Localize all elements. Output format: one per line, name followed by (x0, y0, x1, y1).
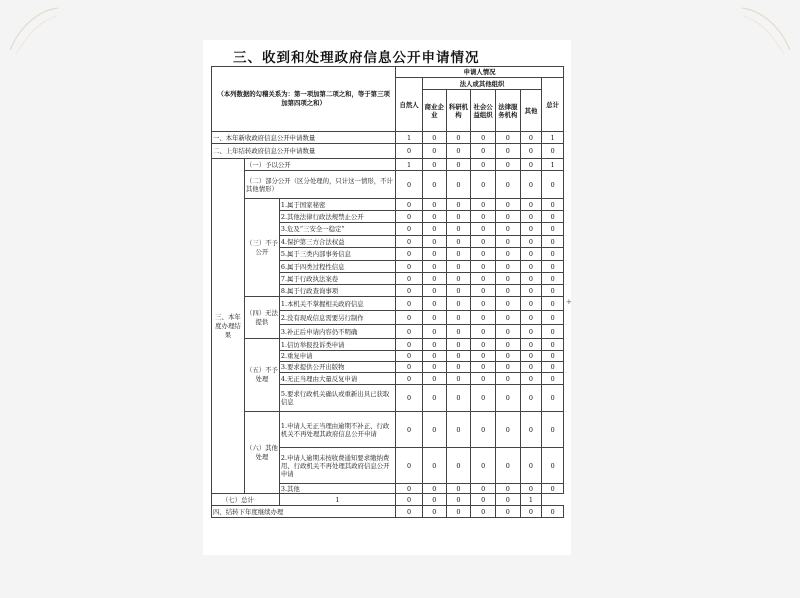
value-cell: 0 (520, 506, 542, 518)
value-cell: 0 (422, 325, 446, 339)
value-cell: 0 (446, 132, 471, 144)
header-note: （本列数据的勾稽关系为：第一项加第二项之和，等于第三项加第四项之和） (212, 67, 396, 132)
value-cell: 0 (446, 448, 471, 484)
value-cell: 0 (422, 236, 446, 248)
value-cell: 0 (542, 261, 564, 273)
group-3-label: （三）不予公开 (244, 199, 279, 297)
value-cell: 0 (396, 506, 423, 518)
value-cell: 0 (422, 211, 446, 223)
value-cell: 0 (422, 412, 446, 448)
value-cell: 0 (422, 351, 446, 362)
group-5-label: （五）不予处理 (244, 339, 279, 412)
value-cell: 0 (542, 171, 564, 199)
value-cell: 0 (520, 311, 542, 325)
value-cell: 0 (396, 362, 423, 373)
table-row (212, 506, 564, 518)
col-header-6: 总计 (542, 78, 564, 132)
value-cell: 0 (520, 412, 542, 448)
value-cell: 0 (520, 132, 542, 144)
value-cell: 0 (396, 385, 423, 412)
value-cell: 0 (495, 285, 520, 297)
value-cell: 0 (495, 325, 520, 339)
row-label: 3.危及“三安全一稳定” (279, 223, 395, 236)
row-label: 3.补正后申请内容仍不明确 (279, 325, 395, 339)
value-cell: 0 (422, 248, 446, 261)
value-cell: 0 (495, 199, 520, 211)
row-label: 1.申请人无正当理由逾期不补正、行政机关不再处理其政府信息公开申请 (279, 412, 395, 448)
value-cell: 0 (495, 159, 520, 171)
value-cell: 0 (446, 211, 471, 223)
value-cell: 0 (422, 448, 446, 484)
value-cell: 0 (396, 373, 423, 385)
value-cell: 0 (495, 373, 520, 385)
value-cell: 0 (471, 351, 496, 362)
value-cell: 0 (495, 412, 520, 448)
value-cell: 0 (471, 236, 496, 248)
value-cell: 0 (471, 339, 496, 351)
value-cell: 0 (471, 171, 496, 199)
value-cell: 0 (396, 171, 423, 199)
value-cell: 0 (542, 373, 564, 385)
row-label: 8.属于行政查询事项 (279, 285, 395, 297)
value-cell: 0 (471, 144, 496, 159)
value-cell: 0 (495, 484, 520, 494)
value-cell: 1 (396, 159, 423, 171)
value-cell: 0 (471, 412, 496, 448)
value-cell: 0 (520, 362, 542, 373)
value-cell: 0 (542, 448, 564, 484)
value-cell: 0 (446, 248, 471, 261)
value-cell: 0 (520, 484, 542, 494)
value-cell: 0 (542, 223, 564, 236)
value-cell: 0 (542, 385, 564, 412)
value-cell: 0 (446, 261, 471, 273)
value-cell: 0 (471, 211, 496, 223)
value-cell: 0 (422, 484, 446, 494)
value-cell: 0 (422, 385, 446, 412)
row-label: 6.属于四类过程性信息 (279, 261, 395, 273)
table-row (212, 144, 564, 159)
value-cell: 0 (471, 273, 496, 285)
value-cell: 0 (446, 236, 471, 248)
value-cell: 0 (520, 325, 542, 339)
value-cell: 0 (422, 506, 446, 518)
value-cell: 0 (446, 199, 471, 211)
value-cell: 0 (422, 285, 446, 297)
group-4-label: （四）无法提供 (244, 297, 279, 339)
value-cell: 0 (520, 248, 542, 261)
page-edge-marker: + (566, 298, 572, 306)
row-label: 2.申请人逾期未按收费通知要求缴纳费用、行政机关不再处理其政府信息公开申请 (279, 448, 395, 484)
row-label: 一、本年新收政府信息公开申请数量 (212, 132, 396, 144)
value-cell: 0 (446, 339, 471, 351)
value-cell: 0 (471, 248, 496, 261)
value-cell: 0 (422, 144, 446, 159)
value-cell: 0 (520, 261, 542, 273)
table-row (212, 199, 564, 211)
value-cell: 0 (446, 171, 471, 199)
value-cell: 0 (422, 223, 446, 236)
row-label: 3.要求提供公开出版物 (279, 362, 395, 373)
value-cell: 0 (495, 339, 520, 351)
value-cell: 0 (396, 325, 423, 339)
table-row (212, 132, 564, 144)
value-cell: 0 (520, 236, 542, 248)
row-label: （一）予以公开 (244, 159, 395, 171)
value-cell: 0 (396, 351, 423, 362)
col-header-1: 商业企业 (422, 90, 446, 132)
value-cell: 0 (520, 223, 542, 236)
value-cell: 0 (471, 223, 496, 236)
value-cell: 0 (422, 273, 446, 285)
value-cell: 0 (446, 144, 471, 159)
value-cell: 1 (542, 159, 564, 171)
value-cell: 0 (542, 506, 564, 518)
value-cell: 0 (471, 448, 496, 484)
value-cell: 0 (422, 171, 446, 199)
col-header-2: 科研机构 (446, 90, 471, 132)
value-cell: 0 (471, 325, 496, 339)
row-label: 二、上年结转政府信息公开申请数量 (212, 144, 396, 159)
row-label: 4.保护第三方合法权益 (279, 236, 395, 248)
value-cell: 0 (495, 261, 520, 273)
table-row (212, 171, 564, 199)
col-header-4: 法律服务机构 (495, 90, 520, 132)
value-cell: 0 (471, 199, 496, 211)
header-legal-group: 法人或其他组织 (422, 78, 541, 90)
value-cell: 0 (471, 506, 496, 518)
value-cell: 0 (471, 261, 496, 273)
value-cell: 0 (446, 311, 471, 325)
value-cell: 0 (471, 132, 496, 144)
row-label: （七）总计 (212, 494, 280, 506)
value-cell: 0 (542, 325, 564, 339)
table-row (212, 159, 564, 171)
value-cell: 0 (422, 159, 446, 171)
page-title: 三、收到和处理政府信息公开申请情况 (233, 50, 480, 66)
value-cell: 0 (446, 373, 471, 385)
value-cell: 0 (542, 362, 564, 373)
value-cell: 0 (396, 223, 423, 236)
group-6-label: （六）其他处理 (244, 412, 279, 494)
value-cell: 0 (495, 494, 520, 506)
col-header-3: 社会公益组织 (471, 90, 496, 132)
value-cell: 0 (542, 297, 564, 311)
value-cell: 0 (471, 311, 496, 325)
value-cell: 1 (396, 132, 423, 144)
value-cell: 0 (422, 132, 446, 144)
value-cell: 0 (520, 385, 542, 412)
value-cell: 0 (446, 223, 471, 236)
row-label: （二）部分公开（区分处理的，只计这一情形，不计其他情形） (244, 171, 395, 199)
section-3-label: 三、本年度办理结果 (212, 159, 245, 494)
value-cell: 0 (495, 273, 520, 285)
value-cell: 0 (396, 285, 423, 297)
value-cell: 0 (471, 362, 496, 373)
row-label: 1.属于国家秘密 (279, 199, 395, 211)
value-cell: 0 (446, 297, 471, 311)
value-cell: 0 (520, 171, 542, 199)
value-cell: 0 (446, 351, 471, 362)
value-cell: 0 (520, 211, 542, 223)
value-cell: 0 (446, 159, 471, 171)
value-cell: 0 (471, 385, 496, 412)
table-row (212, 494, 564, 506)
value-cell: 0 (422, 494, 446, 506)
value-cell: 0 (446, 506, 471, 518)
value-cell: 0 (542, 285, 564, 297)
row-label: 3.其他 (279, 484, 395, 494)
value-cell: 0 (422, 311, 446, 325)
value-cell: 0 (542, 311, 564, 325)
value-cell: 0 (471, 373, 496, 385)
value-cell: 0 (396, 484, 423, 494)
value-cell: 0 (542, 339, 564, 351)
value-cell: 0 (520, 339, 542, 351)
value-cell: 0 (396, 211, 423, 223)
value-cell: 0 (396, 144, 423, 159)
value-cell: 0 (396, 273, 423, 285)
corner-swoosh-right-decoration (740, 0, 800, 60)
value-cell: 0 (396, 448, 423, 484)
value-cell: 0 (446, 494, 471, 506)
value-cell: 0 (542, 484, 564, 494)
value-cell: 0 (542, 236, 564, 248)
value-cell: 0 (542, 412, 564, 448)
row-label: 2.重复申请 (279, 351, 395, 362)
value-cell: 0 (495, 351, 520, 362)
value-cell: 0 (542, 199, 564, 211)
value-cell: 0 (520, 351, 542, 362)
value-cell: 0 (520, 199, 542, 211)
value-cell: 0 (396, 297, 423, 311)
value-cell: 0 (520, 373, 542, 385)
row-label: 1.本机关不掌握相关政府信息 (279, 297, 395, 311)
value-cell: 0 (520, 448, 542, 484)
value-cell: 0 (495, 236, 520, 248)
value-cell: 0 (495, 223, 520, 236)
row-label: 四、结转下年度继续办理 (212, 506, 396, 518)
value-cell: 0 (495, 385, 520, 412)
value-cell: 0 (396, 199, 423, 211)
value-cell: 0 (495, 211, 520, 223)
value-cell: 0 (446, 325, 471, 339)
applications-table (211, 66, 564, 518)
table-row (212, 412, 564, 448)
value-cell: 0 (520, 159, 542, 171)
row-label: 5.要求行政机关确认或重新出具已获取信息 (279, 385, 395, 412)
value-cell: 0 (495, 248, 520, 261)
col-header-5: 其他 (520, 90, 542, 132)
value-cell: 0 (471, 484, 496, 494)
value-cell: 0 (542, 273, 564, 285)
value-cell: 0 (542, 351, 564, 362)
value-cell: 0 (471, 285, 496, 297)
value-cell: 0 (446, 385, 471, 412)
table-row (212, 339, 564, 351)
value-cell: 0 (471, 494, 496, 506)
value-cell: 0 (495, 362, 520, 373)
value-cell: 0 (542, 248, 564, 261)
row-label: 4.无正当理由大量反复申请 (279, 373, 395, 385)
value-cell: 1 (279, 494, 395, 506)
value-cell: 0 (422, 297, 446, 311)
value-cell: 0 (520, 144, 542, 159)
corner-swoosh-left-decoration (0, 0, 60, 60)
value-cell: 1 (520, 494, 542, 506)
value-cell: 0 (396, 311, 423, 325)
row-label: 2.其他法律行政法规禁止公开 (279, 211, 395, 223)
value-cell: 0 (396, 339, 423, 351)
value-cell: 0 (446, 412, 471, 448)
value-cell: 0 (396, 261, 423, 273)
value-cell: 0 (495, 144, 520, 159)
value-cell: 0 (520, 285, 542, 297)
value-cell: 0 (495, 506, 520, 518)
value-cell: 0 (495, 171, 520, 199)
value-cell: 0 (542, 211, 564, 223)
value-cell: 0 (495, 132, 520, 144)
value-cell: 0 (520, 273, 542, 285)
value-cell: 0 (396, 494, 423, 506)
value-cell: 0 (542, 144, 564, 159)
value-cell: 0 (495, 311, 520, 325)
value-cell: 0 (422, 362, 446, 373)
row-label: 2.没有现成信息需要另行制作 (279, 311, 395, 325)
value-cell: 0 (471, 159, 496, 171)
row-label: 7.属于行政执法案卷 (279, 273, 395, 285)
value-cell: 0 (446, 285, 471, 297)
value-cell: 0 (446, 484, 471, 494)
value-cell: 0 (495, 448, 520, 484)
value-cell: 0 (396, 412, 423, 448)
value-cell: 0 (422, 261, 446, 273)
value-cell: 1 (542, 132, 564, 144)
value-cell: 0 (446, 362, 471, 373)
value-cell: 0 (422, 373, 446, 385)
value-cell: 0 (422, 199, 446, 211)
value-cell: 0 (446, 273, 471, 285)
row-label: 1.信访举报投诉类申请 (279, 339, 395, 351)
value-cell: 0 (471, 297, 496, 311)
table-row (212, 297, 564, 311)
row-label: 5.属于三类内部事务信息 (279, 248, 395, 261)
value-cell: 0 (422, 339, 446, 351)
value-cell: 0 (396, 236, 423, 248)
value-cell: 0 (396, 248, 423, 261)
value-cell: 0 (495, 297, 520, 311)
col-header-0: 自然人 (396, 78, 423, 132)
value-cell: 0 (520, 297, 542, 311)
header-applicant: 申请人情况 (396, 67, 564, 78)
